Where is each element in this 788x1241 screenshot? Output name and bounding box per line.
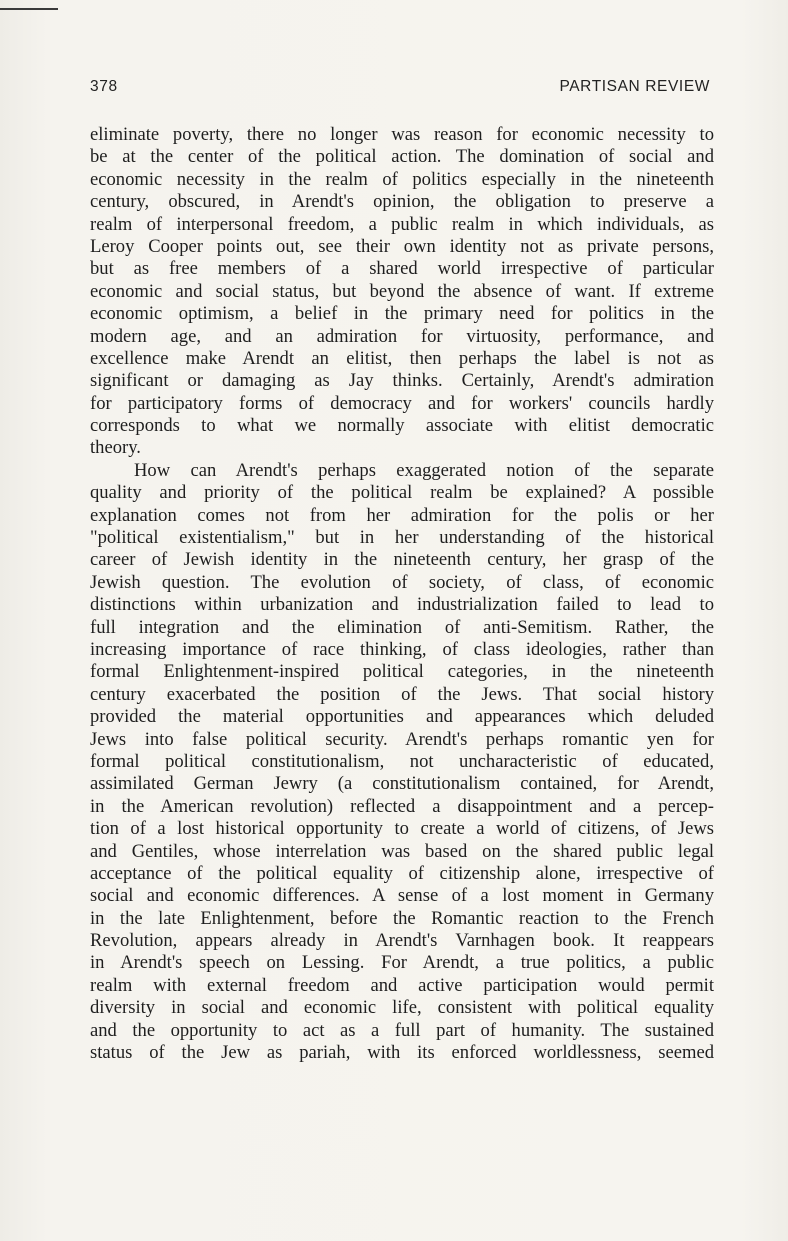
text-line: realm with external freedom and active participation would permit	[90, 974, 714, 996]
text-line: in Arendt's speech on Lessing. For Arendt, a true politics, a public	[90, 952, 714, 974]
text-line: Leroy Cooper points out, see their own identity not as private persons,	[90, 235, 714, 257]
text-line: economic and social status, but beyond the absence of want. If extreme	[90, 280, 714, 302]
text-line: and the opportunity to act as a full part of humanity. The sustained	[90, 1019, 714, 1041]
text-line: economic optimism, a belief in the primary need for politics in the	[90, 303, 714, 325]
text-line: in the late Enlightenment, before the Romantic reaction to the French	[90, 907, 714, 929]
running-head	[90, 78, 710, 100]
text-line: tion of a lost historical opportunity to create a world of citizens, of Jews	[90, 818, 714, 840]
text-line: excellence make Arendt an elitist, then perhaps the label is not as	[90, 347, 714, 369]
text-line: quality and priority of the political realm be explained? A possible	[90, 482, 714, 504]
text-line: realm of interpersonal freedom, a public realm in which individuals, as	[90, 213, 714, 235]
text-line: assimilated German Jewry (a constitutionalism contained, for Arendt,	[90, 773, 714, 795]
text-line: increasing importance of race thinking, of class ideologies, rather than	[90, 638, 714, 660]
text-line: formal political constitutionalism, not uncharacteristic of educated,	[90, 750, 714, 772]
text-line: be at the center of the political action. The domination of social and	[90, 146, 714, 168]
text-line: acceptance of the political equality of citizenship alone, irrespective of	[90, 862, 714, 884]
text-line: in the American revolution) reflected a disappointment and a percep-	[90, 795, 714, 817]
text-line: Revolution, appears already in Arendt's Varnhagen book. It reappears	[90, 930, 714, 952]
text-line: eliminate poverty, there no longer was reason for economic necessity to	[90, 124, 714, 145]
text-line: status of the Jew as pariah, with its enforced worldlessness, seemed	[90, 1042, 714, 1064]
body-text	[90, 124, 714, 1064]
text-line: century exacerbated the position of the Jews. That social history	[90, 683, 714, 705]
journal-title: PARTISAN REVIEW	[559, 78, 710, 95]
text-line: century, obscured, in Arendt's opinion, the obligation to preserve a	[90, 191, 714, 213]
scan-edge-mark	[0, 8, 58, 10]
text-line: full integration and the elimination of anti-Semitism. Rather, the	[90, 616, 714, 638]
page-number: 378	[90, 78, 118, 95]
text-line: Jewish question. The evolution of society, of class, of economic	[90, 571, 714, 593]
text-line: How can Arendt's perhaps exaggerated notion of the separate	[134, 459, 714, 481]
paragraph	[90, 460, 714, 1065]
text-line: career of Jewish identity in the nineteenth century, her grasp of the	[90, 549, 714, 571]
text-line: for participatory forms of democracy and for workers' councils hardly	[90, 392, 714, 414]
text-line: and Gentiles, whose interrelation was based on the shared public legal	[90, 840, 714, 862]
text-line: explanation comes not from her admiration for the polis or her	[90, 504, 714, 526]
text-line: significant or damaging as Jay thinks. Certainly, Arendt's admiration	[90, 370, 714, 392]
text-line: theory.	[90, 437, 141, 459]
text-line: modern age, and an admiration for virtuosity, performance, and	[90, 325, 714, 347]
text-line: corresponds to what we normally associate with elitist democratic	[90, 415, 714, 437]
text-line: formal Enlightenment-inspired political categories, in the nineteenth	[90, 661, 714, 683]
text-line: but as free members of a shared world irrespective of particular	[90, 258, 714, 280]
text-line: economic necessity in the realm of politics especially in the nineteenth	[90, 168, 714, 190]
paragraph	[90, 124, 714, 460]
text-line: Jews into false political security. Arendt's perhaps romantic yen for	[90, 728, 714, 750]
text-line: diversity in social and economic life, consistent with political equality	[90, 997, 714, 1019]
text-line: social and economic differences. A sense of a lost moment in Germany	[90, 885, 714, 907]
text-line: distinctions within urbanization and industrialization failed to lead to	[90, 594, 714, 616]
text-line: provided the material opportunities and appearances which deluded	[90, 706, 714, 728]
text-line: "political existentialism," but in her understanding of the historical	[90, 527, 714, 549]
